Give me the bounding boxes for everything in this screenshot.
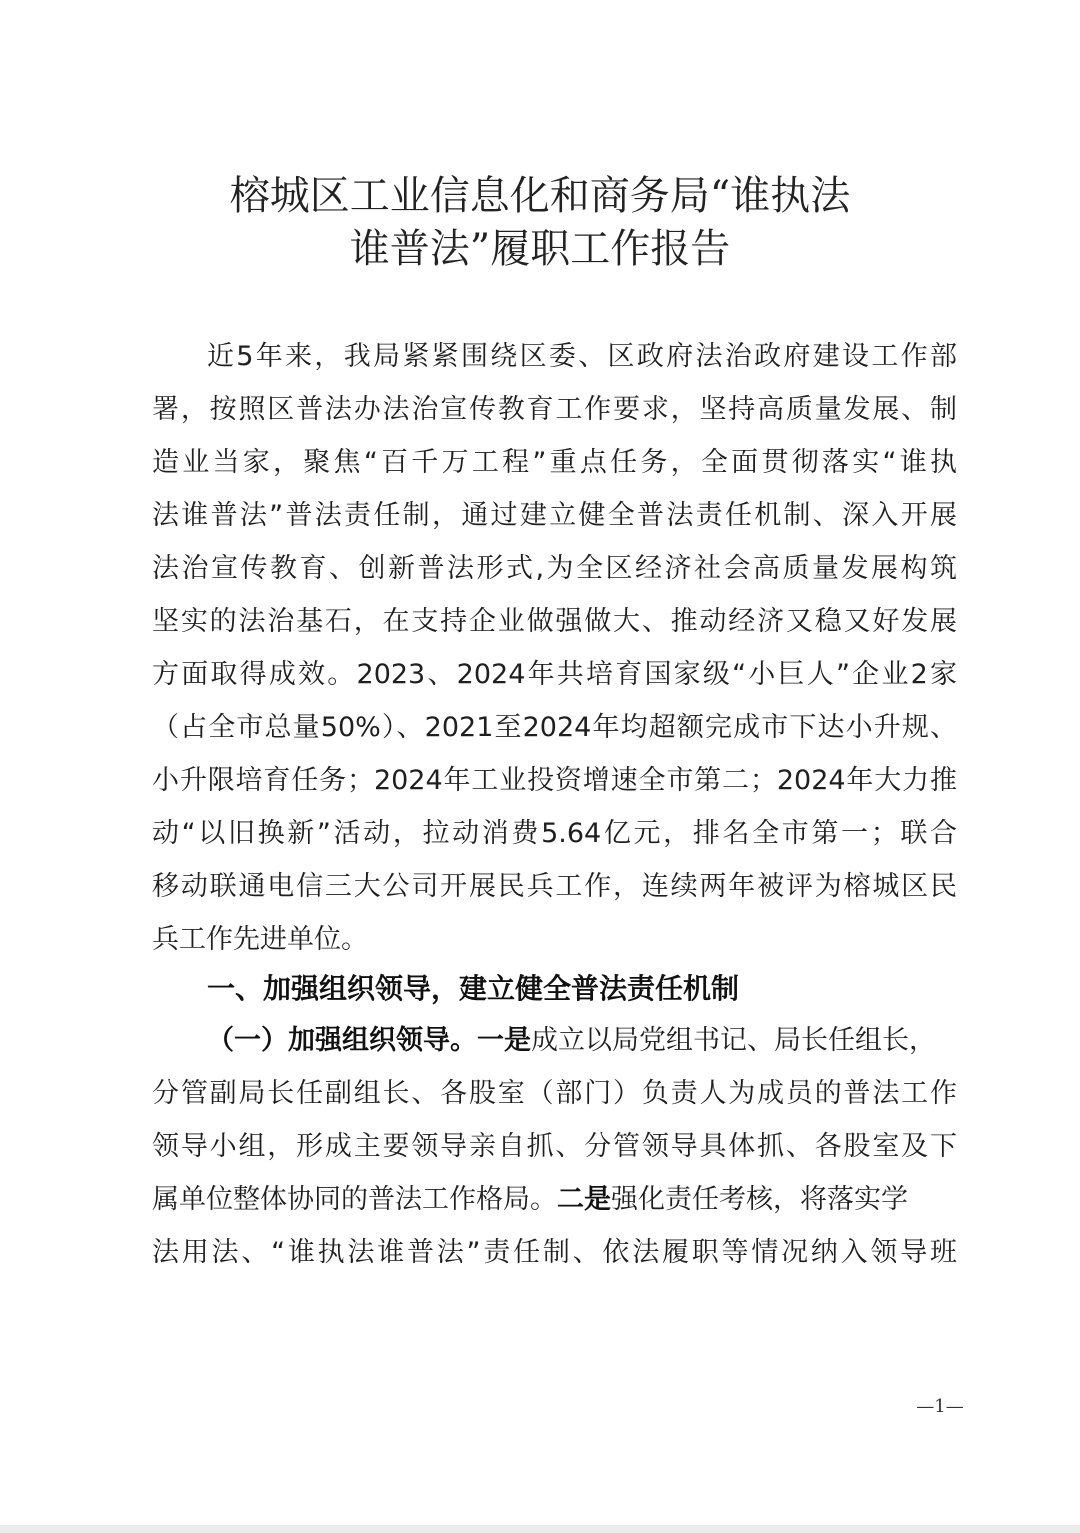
intro-paragraph-line: 法治宣传教育、创新普法形式,为全区经济社会高质量发展构筑 [152, 553, 957, 584]
document-title-line-2: 谁普法”履职工作报告 [349, 226, 731, 272]
intro-paragraph-line: 移动联通电信三大公司开展民兵工作，连续两年被评为榕城区民 [152, 871, 957, 902]
intro-paragraph-line: （占全市总量50%）、2021至2024年均超额完成市下达小升规、 [152, 712, 957, 743]
intro-paragraph-line: 近5年来，我局紧紧围绕区委、区政府法治政府建设工作部 [207, 341, 957, 372]
intro-paragraph-line: 小升限培育任务；2024年工业投资增速全市第二；2024年大力推 [152, 765, 957, 796]
intro-paragraph-line: 兵工作先进单位。 [152, 924, 368, 955]
point-marker: 一是 [477, 1025, 531, 1056]
page-number: —1— [916, 1396, 964, 1417]
subsection-paragraph-line: 领导小组，形成主要领导亲自抓、分管领导具体抓、各股室及下 [152, 1131, 957, 1162]
document-title-line-1: 榕城区工业信息化和商务局“谁执法 [229, 173, 851, 219]
section-heading: 一、加强组织领导，建立健全普法责任机制 [207, 972, 740, 1005]
subsection-text: 属单位整体协同的普法工作格局。 [152, 1184, 557, 1215]
subsection-text: 强化责任考核，将落实学 [611, 1184, 908, 1215]
subsection-text: 成立以局党组书记、局长任组长， [531, 1025, 936, 1056]
point-marker: 二是 [557, 1184, 611, 1215]
subsection-paragraph-line [152, 1174, 957, 1226]
page-bottom-edge [0, 1525, 1080, 1533]
subsection-paragraph-line [207, 1015, 957, 1067]
intro-paragraph-line: 署，按照区普法办法治宣传教育工作要求，坚持高质量发展、制 [152, 394, 957, 425]
intro-paragraph-line: 方面取得成效。2023、2024年共培育国家级“小巨人”企业2家 [152, 659, 957, 690]
intro-paragraph-line: 造业当家，聚焦“百千万工程”重点任务，全面贯彻落实“谁执 [152, 447, 957, 478]
subsection-paragraph-line: 法用法、“谁执法谁普法”责任制、依法履职等情况纳入领导班 [152, 1237, 957, 1268]
subsection-paragraph-line: 分管副局长任副组长、各股室（部门）负责人为成员的普法工作 [152, 1078, 957, 1109]
subsection-label: （一）加强组织领导。 [207, 1025, 477, 1056]
intro-paragraph-line: 法谁普法”普法责任制，通过建立健全普法责任机制、深入开展 [152, 500, 957, 531]
intro-paragraph-line: 坚实的法治基石，在支持企业做强做大、推动经济又稳又好发展 [152, 606, 957, 637]
intro-paragraph-line: 动“以旧换新”活动，拉动消费5.64亿元，排名全市第一；联合 [152, 818, 957, 849]
